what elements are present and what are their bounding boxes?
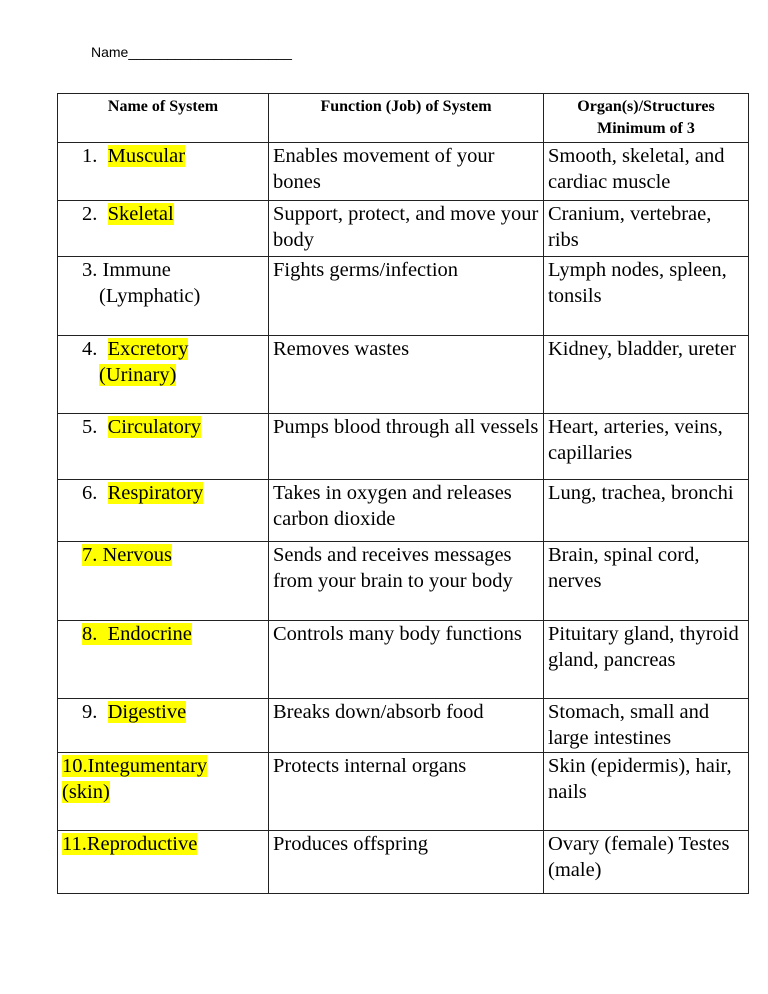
system-number: 1.	[82, 145, 98, 167]
system-subtitle-line	[82, 362, 264, 388]
system-number: 8.	[82, 623, 98, 645]
system-label: Respiratory	[107, 482, 204, 504]
system-name-cell	[58, 621, 269, 699]
organs-cell: Cranium, vertebrae, ribs	[544, 201, 749, 257]
system-name-cell	[58, 753, 269, 831]
system-name	[82, 482, 203, 504]
system-label: Excretory	[107, 338, 189, 360]
system-number: 10.	[62, 755, 88, 777]
table-header-row	[58, 94, 749, 143]
table-row	[58, 480, 749, 542]
system-label: Muscular	[107, 145, 186, 167]
body-systems-table	[57, 93, 749, 894]
system-subtitle: (Lymphatic)	[99, 285, 201, 307]
organs-cell: Lymph nodes, spleen, tonsils	[544, 257, 749, 336]
table-row	[58, 336, 749, 414]
system-name-cell	[58, 143, 269, 201]
table-row	[58, 753, 749, 831]
organs-cell: Brain, spinal cord, nerves	[544, 542, 749, 621]
system-name	[82, 338, 188, 360]
system-name-cell	[58, 336, 269, 414]
system-number: 3.	[82, 259, 98, 281]
function-cell: Fights germs/infection	[269, 257, 544, 336]
system-subtitle-line	[62, 779, 264, 805]
header-function: Function (Job) of System	[269, 94, 544, 143]
function-cell: Enables movement of your bones	[269, 143, 544, 201]
system-number: 5.	[82, 416, 98, 438]
function-cell: Controls many body functions	[269, 621, 544, 699]
table-row	[58, 542, 749, 621]
table-row	[58, 699, 749, 753]
organs-cell: Stomach, small and large intestines	[544, 699, 749, 753]
system-name-cell	[58, 257, 269, 336]
system-name-cell	[58, 831, 269, 894]
system-label: Skeletal	[107, 203, 174, 225]
name-field: Name_____________________	[91, 44, 292, 60]
system-number: 7.	[82, 544, 98, 566]
system-name-cell	[58, 201, 269, 257]
table-row	[58, 257, 749, 336]
table-row	[58, 414, 749, 480]
system-name	[62, 755, 207, 777]
system-number: 4.	[82, 338, 98, 360]
system-number: 6.	[82, 482, 98, 504]
system-label: Nervous	[102, 544, 172, 566]
organs-cell: Pituitary gland, thyroid gland, pancreas	[544, 621, 749, 699]
system-name	[82, 203, 174, 225]
table-row	[58, 143, 749, 201]
function-cell: Sends and receives messages from your brain to your body	[269, 542, 544, 621]
header-system: Name of System	[58, 94, 269, 143]
table-row	[58, 201, 749, 257]
system-name-cell	[58, 699, 269, 753]
system-name	[82, 623, 192, 645]
system-label: Immune	[102, 259, 171, 281]
system-name	[82, 544, 172, 566]
header-organs-line2: Minimum of 3	[597, 120, 695, 137]
function-cell: Takes in oxygen and releases carbon dioxide	[269, 480, 544, 542]
system-label: Circulatory	[107, 416, 201, 438]
organs-cell: Heart, arteries, veins, capillaries	[544, 414, 749, 480]
system-name	[82, 145, 185, 167]
system-name	[62, 833, 197, 855]
system-name	[82, 416, 201, 438]
function-cell: Pumps blood through all vessels	[269, 414, 544, 480]
system-name-cell	[58, 542, 269, 621]
organs-cell: Lung, trachea, bronchi	[544, 480, 749, 542]
table-row	[58, 831, 749, 894]
function-cell: Breaks down/absorb food	[269, 699, 544, 753]
table-row	[58, 621, 749, 699]
system-number: 9.	[82, 701, 98, 723]
system-name	[82, 701, 186, 723]
system-label: Endocrine	[107, 623, 192, 645]
organs-cell: Skin (epidermis), hair, nails	[544, 753, 749, 831]
function-cell: Removes wastes	[269, 336, 544, 414]
system-name	[82, 259, 171, 281]
organs-cell: Smooth, skeletal, and cardiac muscle	[544, 143, 749, 201]
function-cell: Support, protect, and move your body	[269, 201, 544, 257]
system-subtitle-line	[82, 283, 264, 309]
system-number: 2.	[82, 203, 98, 225]
system-number: 11.	[62, 833, 87, 855]
system-subtitle: (skin)	[62, 781, 110, 803]
system-label: Integumentary	[87, 755, 208, 777]
system-label: Digestive	[107, 701, 187, 723]
header-organs	[544, 94, 749, 143]
system-name-cell	[58, 480, 269, 542]
function-cell: Produces offspring	[269, 831, 544, 894]
header-organs-line1: Organ(s)/Structures	[577, 98, 715, 115]
organs-cell: Ovary (female) Testes (male)	[544, 831, 749, 894]
system-label: Reproductive	[86, 833, 198, 855]
organs-cell: Kidney, bladder, ureter	[544, 336, 749, 414]
function-cell: Protects internal organs	[269, 753, 544, 831]
system-subtitle: (Urinary)	[99, 364, 177, 386]
system-name-cell	[58, 414, 269, 480]
